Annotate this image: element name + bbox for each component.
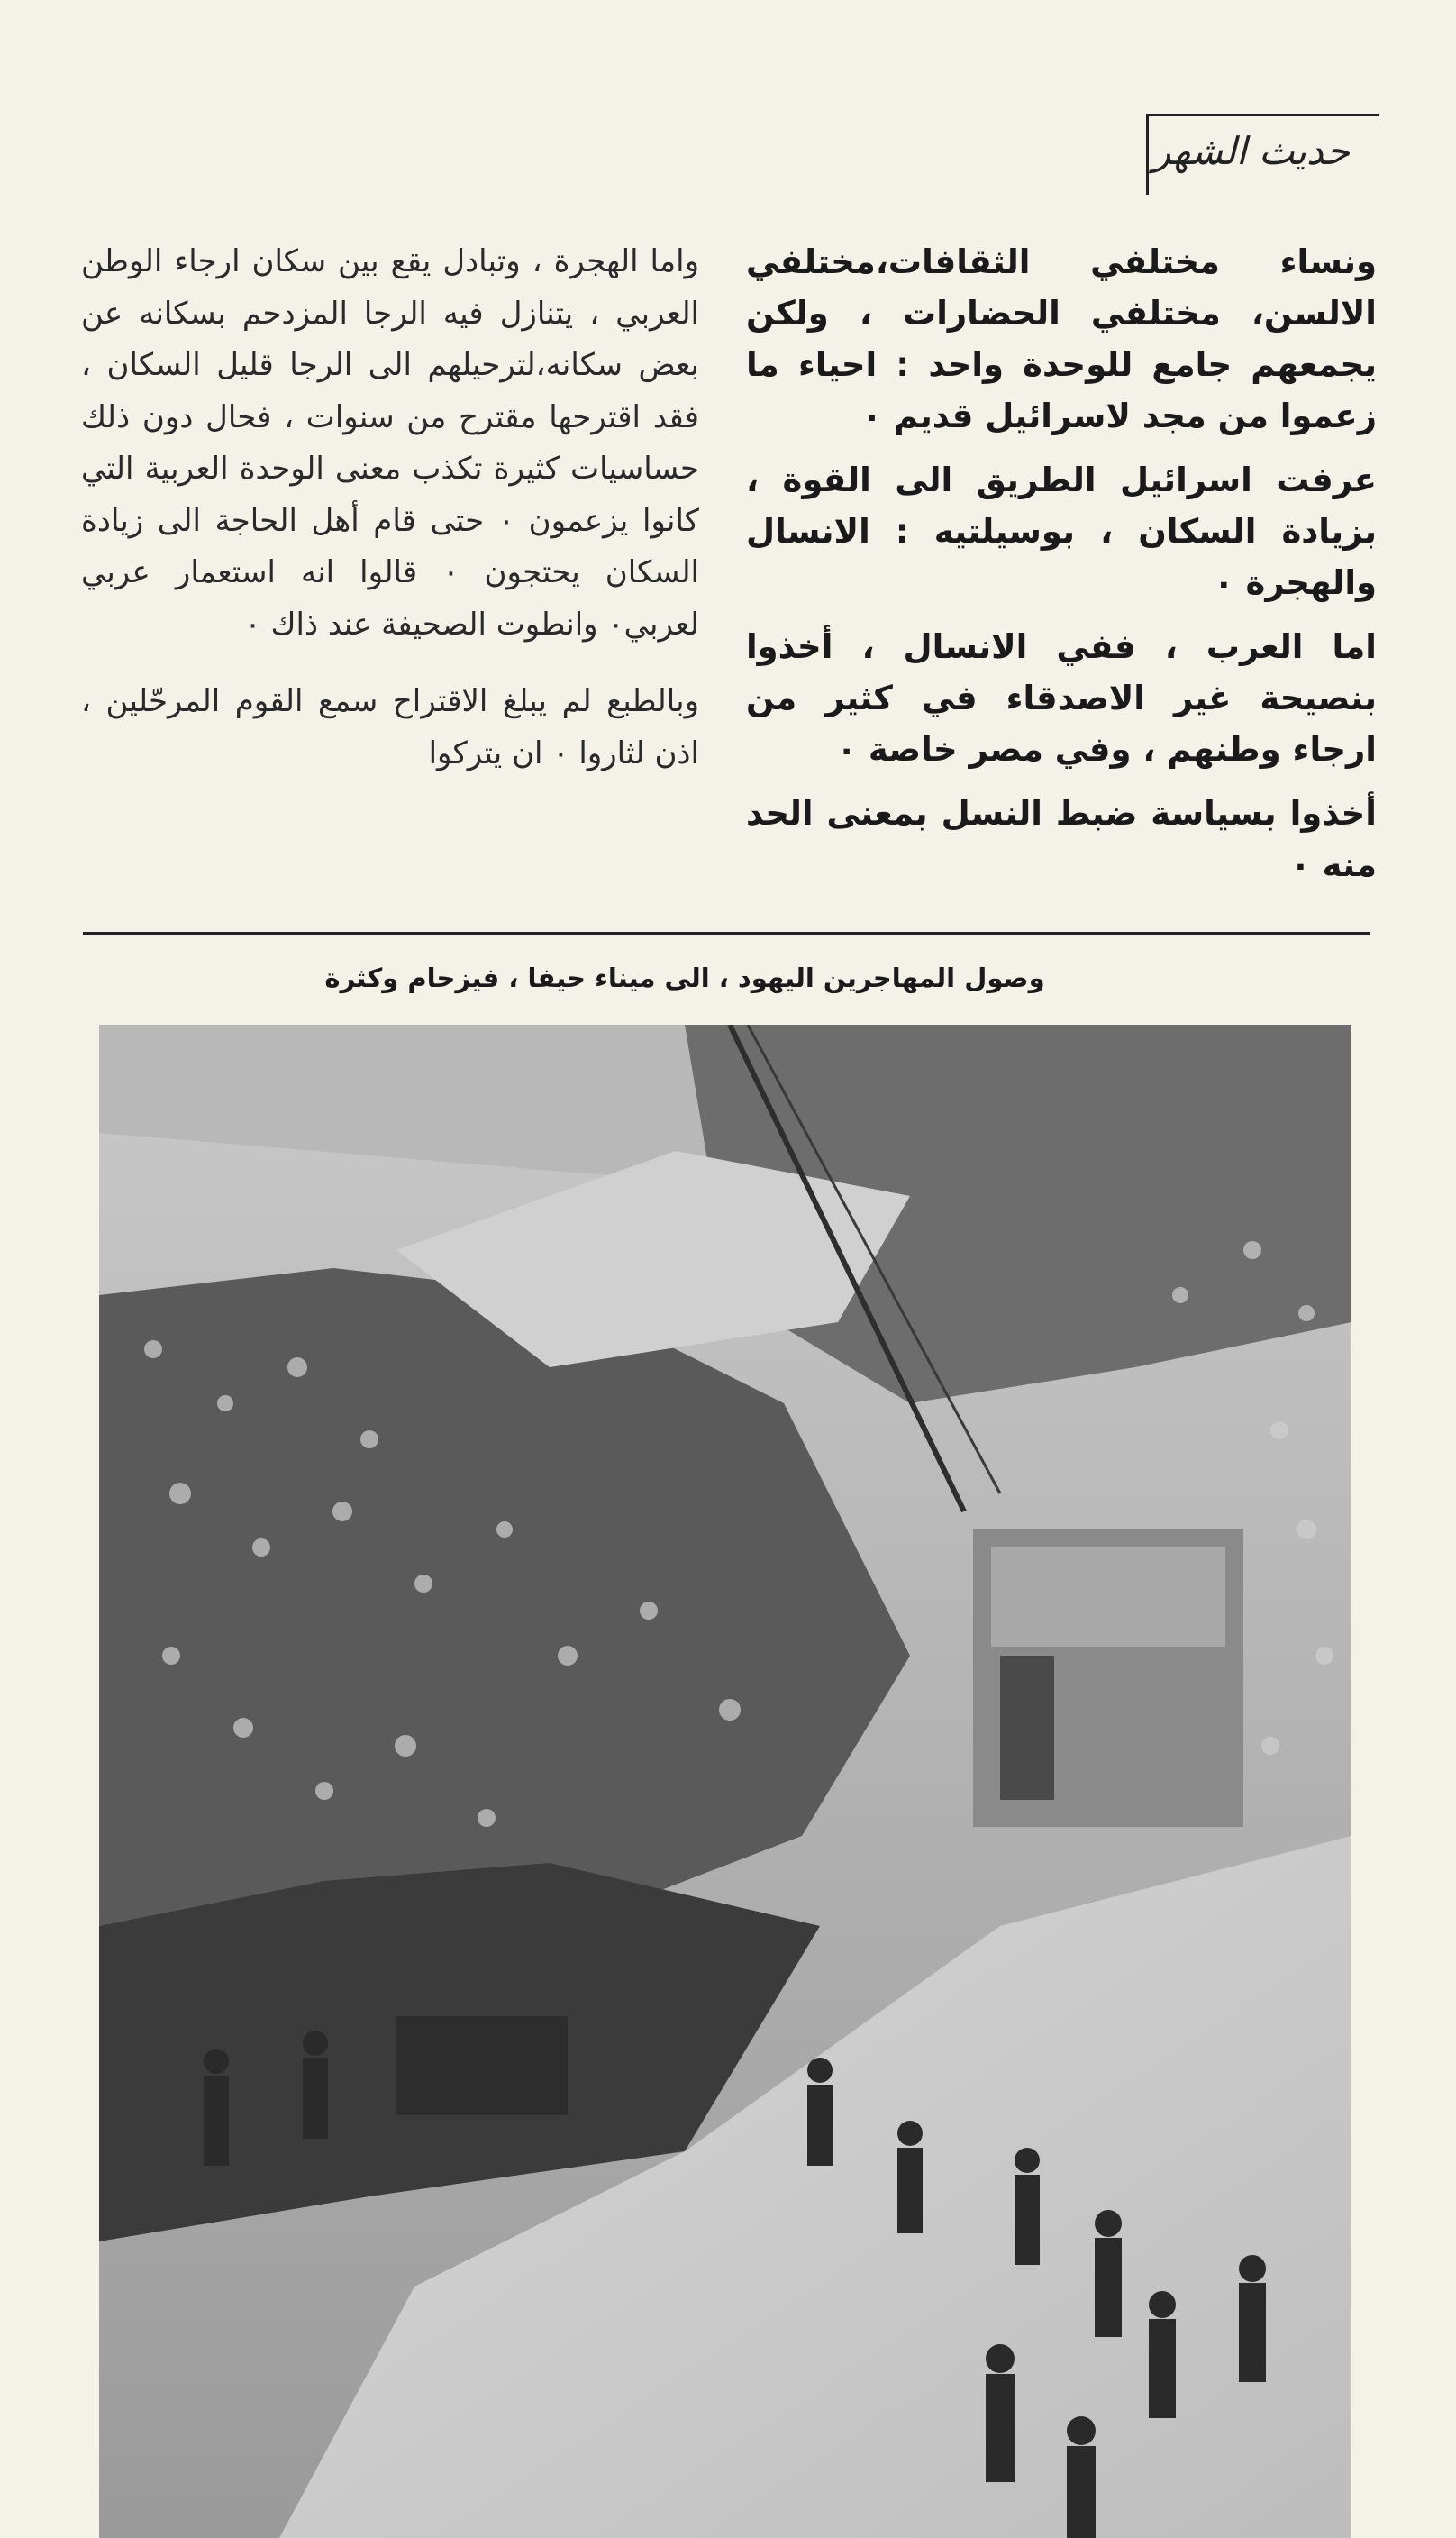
paragraph: وبالطبع لم يبلغ الاقتراح سمع القوم المرحّلين ، اذن لثاروا ٠ ان يتركوا <box>81 683 699 771</box>
section-title: حديث الشهر <box>1152 129 1350 173</box>
harbor-photo <box>99 1025 1351 2538</box>
photo-caption: وصول المهاجرين اليهود ، الى ميناء حيفا ، فيزحام وكثرة <box>324 963 1045 993</box>
section-header-box <box>1146 114 1379 195</box>
paragraph: اما العرب ، ففي الانسال ، أخذوا بنصيحة غير الاصدقاء في كثير من ارجاء وطنهم ، وفي مصر خاصة ٠ <box>746 627 1377 769</box>
paragraph: واما الهجرة ، وتبادل يقع بين سكان ارجاء الوطن العربي ، يتنازل فيه الرجا المزدحم بسكانه عن بعض سكانه،لترحيلهم الى الرجا قليل السكان ، فقد اقترحها مقترح من سنوات ، فحال دون ذلك حساسيات كثيرة تكذب معنى الوحدة العربية التي كانوا يزعمون ٠ حتى قام أهل الحاجة الى زيادة السكان يحتجون ٠ قالوا انه استعمار عربي لعربي٠ وانطوت الصحيفة عند ذاك ٠ <box>81 243 700 643</box>
paragraph: عرفت اسرائيل الطريق الى القوة ، بزيادة السكان ، بوسيلتيه : الانسال والهجرة ٠ <box>746 461 1377 602</box>
section-divider <box>83 932 1370 935</box>
paragraph: أخذوا بسياسة ضبط النسل بمعنى الحد منه ٠ <box>746 794 1377 884</box>
article-column-left <box>81 236 699 805</box>
article-column-right <box>746 236 1377 903</box>
paragraph: ونساء مختلفي الثقافات،مختلفي الالسن، مختلفي الحضارات ، ولكن يجمعهم جامع للوحدة واحد : احياء ما زعموا من مجد لاسرائيل قديم ٠ <box>746 242 1377 435</box>
